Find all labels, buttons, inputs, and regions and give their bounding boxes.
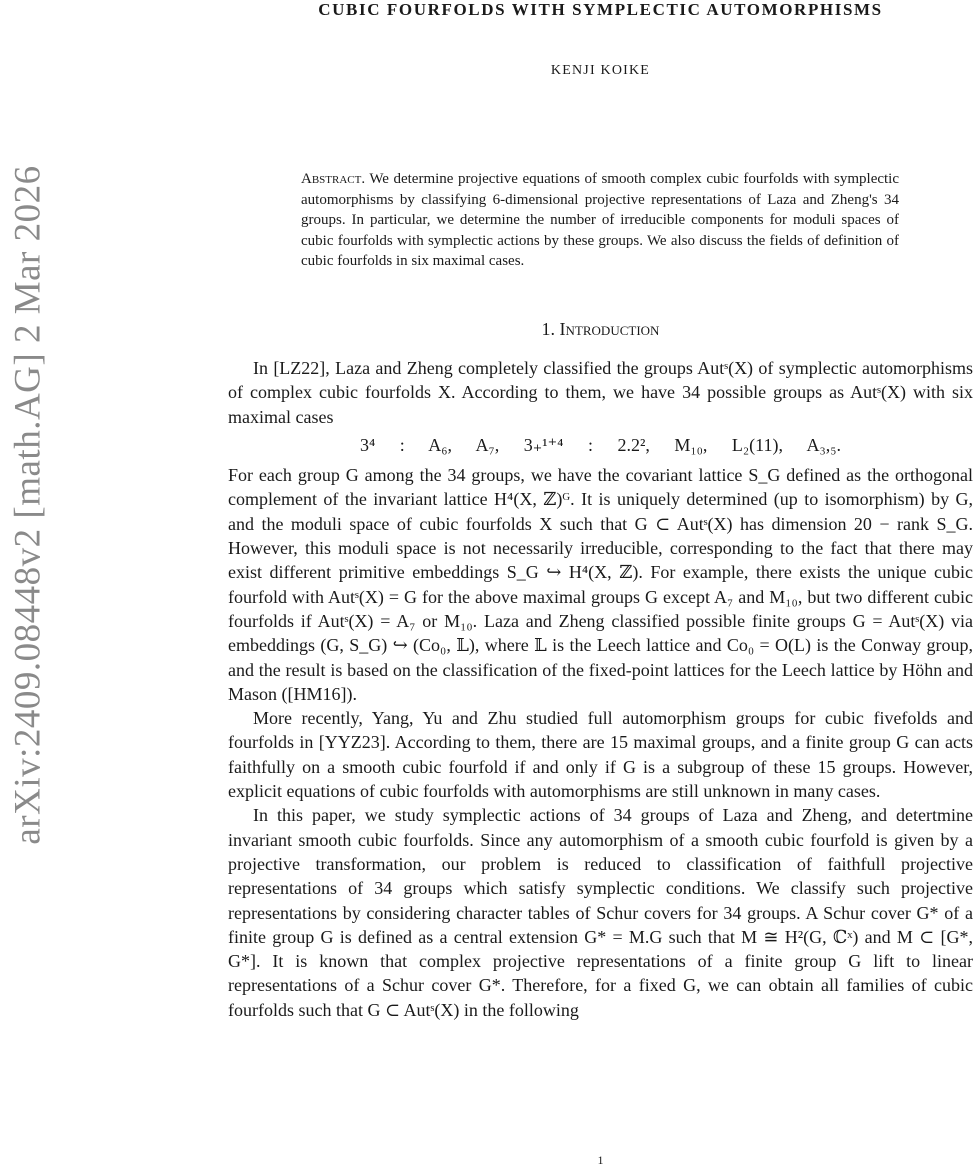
abstract	[301, 169, 899, 272]
arxiv-identifier: arXiv:2409.08448v2 [math.AG] 2 Mar 2026	[7, 165, 49, 845]
author-name: KENJI KOIKE	[550, 63, 651, 78]
paragraph: In [LZ22], Laza and Zheng completely classified the groups Autˢ(X) of symplectic automorphisms of complex cubic fourfolds X. According to them, we have 34 possible groups as Autˢ(X) with six maximal cases	[228, 358, 973, 427]
section-name: Introduction	[559, 319, 660, 339]
section-heading	[228, 319, 973, 340]
abstract-label: Abstract.	[301, 171, 366, 187]
body-text	[228, 356, 973, 1022]
arxiv-sidebar	[0, 0, 56, 1165]
paper-title: CUBIC FOURFOLDS WITH SYMPLECTIC AUTOMORPHISMS	[318, 0, 883, 19]
section-number: 1.	[541, 319, 556, 339]
paragraph: More recently, Yang, Yu and Zhu studied full automorphism groups for cubic fivefolds and fourfolds in [YYZ23]. According to them, there are 15 maximal groups, and a finite group G can acts faithfully on a smooth cubic fourfold if and only if G is a subgroup of these 15 groups. However, explicit equations of cubic fourfolds with automorphisms are still unknown in many cases.	[228, 708, 973, 802]
paragraph: In this paper, we study symplectic actions of 34 groups of Laza and Zheng, and detertmine invariant smooth cubic fourfolds. Since any automorphism of a smooth cubic fourfold is given by a projective transformation, our problem is reduced to classification of faithfull projective representations of 34 groups which satisfy symplectic conditions. We classify such projective representations by considering character tables of Schur covers for 34 groups. A Schur cover G* of a finite group G is defined as a central extension G* = M.G such that M ≅ H²(G, ℂˣ) and M ⊂ [G*, G*]. It is known that complex projective representations of a finite group G lift to linear representations of a Schur cover G*. Therefore, for a fixed G, we can obtain all families of cubic fourfolds such that G ⊂ Autˢ(X) in the following	[228, 805, 973, 1020]
paragraph: For each group G among the 34 groups, we have the covariant lattice S_G defined as the orthogonal complement of the invariant lattice H⁴(X, ℤ)ᴳ. It is uniquely determined (up to isomorphism) by G, and the moduli space of cubic fourfolds X such that G ⊂ Autˢ(X) has dimension 20 − rank S_G. However, this moduli space is not necessarily irreducible, corresponding to the fact that there may exist different primitive embeddings S_G ↪ H⁴(X, ℤ). For example, there exists the unique cubic fourfold with Autˢ(X) = G for the above maximal groups G except A₇ and M₁₀, but two different cubic fourfolds if Autˢ(X) = A₇ or M₁₀. Laza and Zheng classified possible finite groups G = Autˢ(X) via embeddings (G, S_G) ↪ (Co₀, 𝕃), where 𝕃 is the Leech lattice and Co₀ = O(L) is the Conway group, and the result is based on the classification of the fixed-point lattices for the Leech lattice by Höhn and Mason ([HM16]).	[228, 465, 973, 704]
page-number: 1	[597, 1153, 604, 1167]
display-equation: 3⁴ : A₆, A₇, 3₊¹⁺⁴ : 2.2², M₁₀, L₂(11), A₃,₅.	[359, 434, 842, 455]
abstract-text: We determine projective equations of smooth complex cubic fourfolds with symplectic automorphisms by classifying 6-dimensional projective representations of Laza and Zheng's 34 groups. In particular, we determine the number of irreducible components for moduli spaces of cubic fourfolds with symplectic actions by these groups. We also discuss the fields of definition of cubic fourfolds in six maximal cases.	[301, 171, 899, 270]
